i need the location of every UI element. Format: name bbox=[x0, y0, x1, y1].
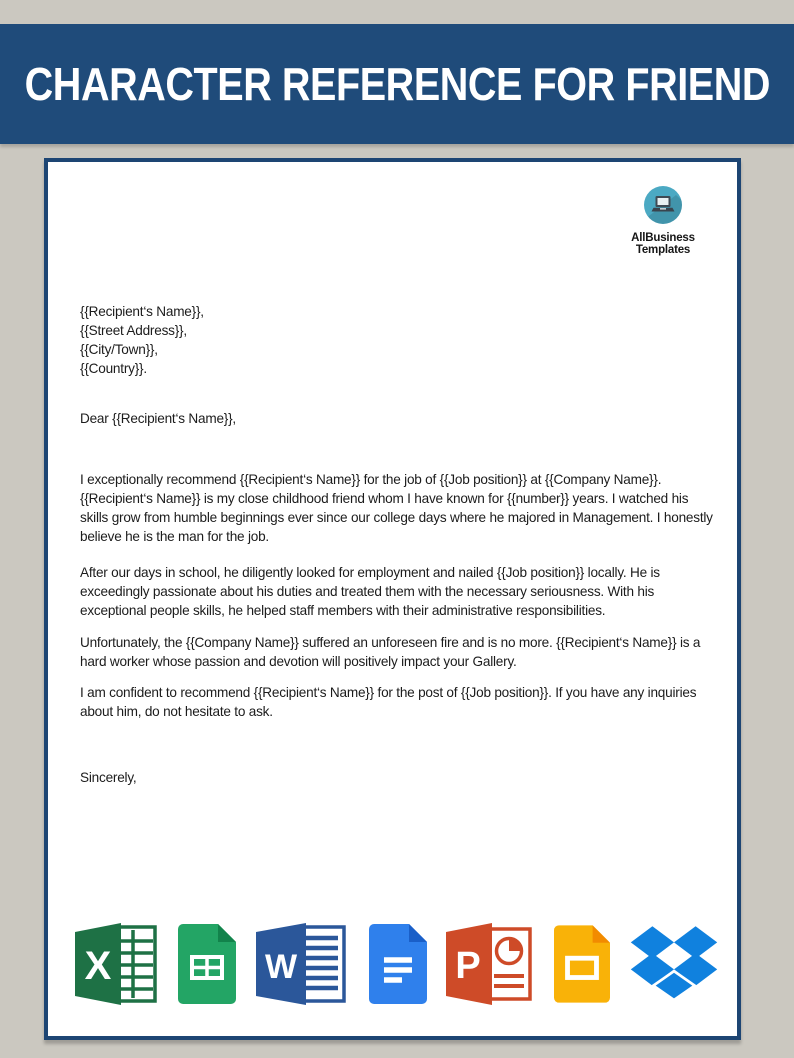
closing: Sincerely, bbox=[80, 770, 137, 785]
microsoft-word-icon[interactable] bbox=[256, 920, 350, 1008]
file-format-icons-row bbox=[75, 918, 719, 1010]
allbusiness-templates-logo[interactable] bbox=[611, 185, 715, 256]
excel-letter: X bbox=[84, 944, 112, 988]
salutation: Dear {{Recipient‘s Name}}, bbox=[80, 411, 236, 426]
microsoft-powerpoint-icon[interactable] bbox=[446, 920, 534, 1008]
letter-paragraph: Unfortunately, the {{Company Name}} suffered an unforeseen fire and is no more. {{Recipient‘s Name}} is a hard worker whose passion and devotion will positively impact your Gallery. bbox=[80, 635, 701, 669]
document-page bbox=[44, 158, 741, 1040]
recipient-address-block bbox=[80, 302, 714, 378]
letter-paragraph: I am confident to recommend {{Recipient‘s Name}} for the post of {{Job position}}. If you have any inquiries about him, do not hesitate to ask. bbox=[80, 685, 697, 719]
address-line: {{Recipient‘s Name}}, bbox=[80, 304, 204, 319]
laptop-icon bbox=[643, 185, 683, 225]
address-line: {{City/Town}}, bbox=[80, 342, 158, 357]
google-docs-icon[interactable] bbox=[369, 924, 427, 1004]
letter-paragraph: I exceptionally recommend {{Recipient‘s Name}} for the job of {{Job position}} at {{Company Name}}. {{Recipient‘s Name}} is my close childhood friend whom I have known for {{number}} years. I watched his skills grow from humble beginnings ever since our college days where he majored in Management. I honestly believe he is the man for the job. bbox=[80, 472, 713, 544]
logo-text-line1: AllBusiness bbox=[631, 232, 695, 244]
word-letter: W bbox=[264, 948, 297, 986]
google-slides-icon[interactable] bbox=[554, 924, 610, 1004]
page-title: CHARACTER REFERENCE FOR FRIEND bbox=[24, 58, 770, 110]
title-banner bbox=[0, 24, 794, 144]
letter-paragraph: After our days in school, he diligently looked for employment and nailed {{Job position}} locally. He is exceedingly passionate about his duties and treated them with the necessary seriousness. With his exceptional people skills, he helped staff members with their administrative responsibilities. bbox=[80, 565, 660, 618]
address-line: {{Country}}. bbox=[80, 361, 147, 376]
logo-text-line2: Templates bbox=[635, 244, 691, 256]
dropbox-icon[interactable] bbox=[629, 921, 719, 1007]
letter-body bbox=[80, 302, 714, 787]
address-line: {{Street Address}}, bbox=[80, 323, 187, 338]
microsoft-excel-icon[interactable] bbox=[75, 920, 159, 1008]
google-sheets-icon[interactable] bbox=[178, 924, 236, 1004]
powerpoint-letter: P bbox=[455, 945, 481, 987]
